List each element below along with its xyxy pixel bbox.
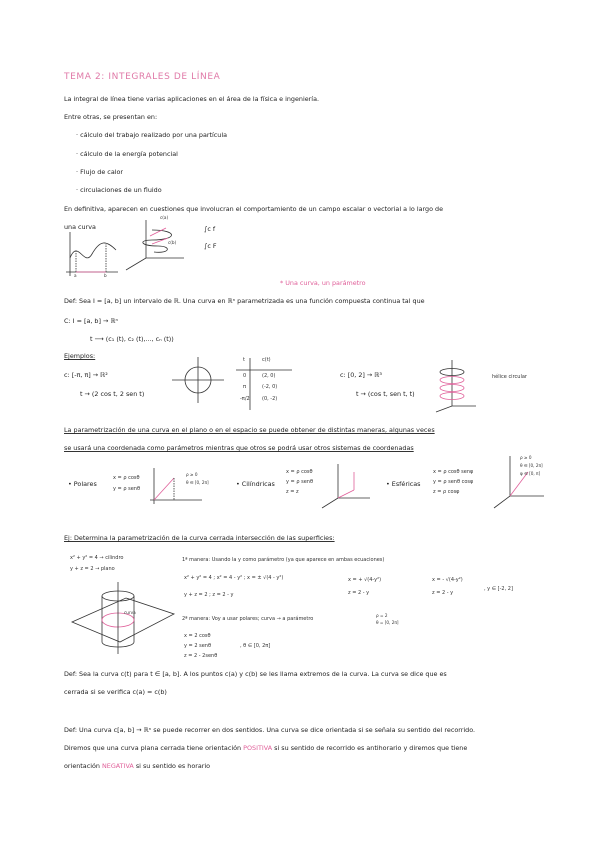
- ejemplo-title: Ej: Determina la parametrización de la curva cerrada intersección de las superficies:: [64, 534, 335, 542]
- table-row-t: 0: [243, 373, 247, 379]
- ej1-domain: c: [-π, π] → ℝ²: [64, 371, 108, 379]
- polares-label: • Polares: [68, 480, 97, 488]
- table-col-t: t: [243, 357, 245, 363]
- ej2-map: t → (cos t, sen t, t): [356, 390, 415, 398]
- method-2-range: , θ ∈ [0, 2π]: [240, 643, 271, 649]
- bullet-4: · circulaciones de un fluido: [76, 186, 162, 194]
- helix-sketch: [430, 356, 480, 412]
- definitivo-text: En definitiva, aparecen en cuestiones que involucran el comportamiento de un campo escalar o vectorial a lo largo de: [64, 205, 444, 213]
- def-orientada-3-lead: orientación: [64, 762, 100, 770]
- system-eq-2: y + z = 2 → plano: [70, 566, 115, 572]
- system-eq-1: x² + y² = 4 → cilindro: [70, 555, 124, 561]
- sketch-cb-label: c(b): [168, 240, 177, 245]
- esf-eq-z: z = ρ cosφ: [433, 489, 460, 495]
- def-curva-text: Def: Sea I = [a, b] un intervalo de ℝ. Una curva en ℝⁿ parametrizada es una función compuesta continua tal que: [64, 297, 425, 305]
- curva-figure-label: curva: [124, 610, 136, 615]
- method-1-range: , y ∈ [-2, 2]: [484, 586, 513, 592]
- def-extremos-2: cerrada si se verifica c(a) = c(b): [64, 688, 167, 696]
- bullet-3: · Flujo de calor: [76, 168, 124, 176]
- circle-sketch: [170, 355, 226, 405]
- param-text-2: se usará una coordenada como parámetros mientras que otros se podrá usar otros sistemas de coordenadas: [64, 444, 414, 452]
- curve-area-sketch: [62, 228, 122, 278]
- esf-cond-phi: φ ∈ [0, π]: [520, 471, 541, 476]
- esf-cond-theta: θ ∈ [0, 2π]: [520, 463, 543, 468]
- polares-eq-x: x = ρ cosθ: [113, 475, 140, 481]
- def-orientada-2-rest: si su sentido de recorrido es antihorario y diremos que tiene: [274, 744, 468, 752]
- cil-eq-z: z = z: [286, 489, 299, 495]
- table-row-t: π: [243, 384, 247, 390]
- param-text-1: La parametrización de una curva en el plano o en el espacio se puede obtener de distintas maneras, algunas veces: [64, 426, 435, 434]
- sol-minus-x: x = - √(4-y²): [432, 577, 463, 583]
- ej2-domain: c: [0, 2] → ℝ³: [340, 371, 382, 379]
- entre-otras-text: Entre otras, se presentan en:: [64, 113, 158, 121]
- table-row-c: (2, 0): [262, 373, 276, 379]
- table-col-ct: c(t): [262, 357, 271, 363]
- esfericas-label: • Esféricas: [386, 480, 421, 488]
- polares-eq-y: y = ρ senθ: [113, 486, 140, 492]
- def-orientada-2: [64, 744, 467, 752]
- curve-3d-sketch: [118, 214, 198, 274]
- def-extremos-1: Def: Sea la curva c(t) para t ∈ [a, b]. A los puntos c(a) y c(b) se les llama extremos de la curva. La curva se dice que es: [64, 670, 447, 678]
- page-title: TEMA 2: INTEGRALES DE LÍNEA: [64, 72, 221, 82]
- method-2-eq-y: y = 2 senθ: [184, 643, 212, 649]
- method-2-cond-theta: θ = [0, 2π]: [376, 620, 399, 625]
- sol-minus-z: z = 2 - y: [432, 590, 454, 596]
- method-2-eq-x: x = 2 cosθ: [184, 633, 211, 639]
- polares-cond-rho: ρ ≥ 0: [186, 472, 198, 477]
- sol-plus-z: z = 2 - y: [348, 590, 370, 596]
- method-1: 1ª manera: Usando la y como parámetro (ya que aparece en ambas ecuaciones): [182, 557, 385, 563]
- intro-text: La integral de línea tiene varias aplicaciones en el área de la física e ingeniería.: [64, 95, 320, 103]
- ejemplos-heading: Ejemplos:: [64, 352, 96, 360]
- cylindrical-sketch: [318, 462, 372, 510]
- method-2: 2ª manera: Voy a usar polares; curva → a parámetro: [182, 616, 314, 622]
- esf-eq-y: y = ρ senθ cosφ: [433, 479, 474, 485]
- bullet-1: · cálculo del trabajo realizado por una partícula: [76, 131, 228, 139]
- method-1-eq-1: x² + y² = 4 ; x² = 4 - y² ; x = ± √(4 - y²): [184, 575, 284, 581]
- cil-eq-x: x = ρ cosθ: [286, 469, 313, 475]
- ej1-map: t → (2 cos t, 2 sen t): [80, 390, 145, 398]
- helix-label: hélice circular: [492, 374, 527, 380]
- cil-eq-y: y = ρ senθ: [286, 479, 313, 485]
- sketch-ca-label: c(a): [160, 215, 169, 220]
- table-row-t: -π/2: [240, 396, 250, 402]
- cilindricas-label: • Cilíndricas: [236, 480, 275, 488]
- def-t-map: t ⟶ (c₁ (t), c₂ (t),..., cₙ (t)): [90, 335, 174, 343]
- method-2-eq-z: z = 2 - 2senθ: [184, 653, 218, 659]
- polares-cond-theta: θ ∈ [0, 2π]: [186, 480, 209, 485]
- method-2-cond-rho: ρ = 2: [376, 613, 388, 618]
- int-F-label: ∫c F: [204, 242, 217, 250]
- esf-cond-rho: ρ ≥ 0: [520, 455, 532, 460]
- negativa-keyword: NEGATIVA: [102, 762, 134, 770]
- cylinder-plane-sketch: [66, 578, 176, 658]
- def-map: C: I = [a, b] → ℝⁿ: [64, 317, 118, 325]
- def-orientada-1: Def: Una curva c[a, b] → ℝⁿ se puede recorrer en dos sentidos. Una curva se dice orientada si se señala su sentido del recorrido.: [64, 726, 476, 734]
- esf-eq-x: x = ρ cosθ senφ: [433, 469, 474, 475]
- sketch-b-label: b: [104, 273, 107, 278]
- table-row-c: (-2, 0): [262, 384, 278, 390]
- una-curva-text: una curva: [64, 223, 96, 231]
- table-row-c: (0, -2): [262, 396, 278, 402]
- def-orientada-3-rest: si su sentido es horario: [135, 762, 211, 770]
- int-f-label: ∫c f: [204, 225, 216, 233]
- bullet-2: · cálculo de la energía potencial: [76, 150, 178, 158]
- positiva-keyword: POSITIVA: [243, 744, 273, 752]
- sketch-a-label: a: [74, 273, 77, 278]
- method-1-eq-2: y + z = 2 ; z = 2 - y: [184, 592, 234, 598]
- section-header: * Una curva, un parámetro: [280, 279, 366, 287]
- sol-plus-x: x = + √(4-y²): [348, 577, 382, 583]
- def-orientada-3: [64, 762, 210, 770]
- def-orientada-2-lead: Diremos que una curva plana cerrada tiene orientación: [64, 744, 242, 752]
